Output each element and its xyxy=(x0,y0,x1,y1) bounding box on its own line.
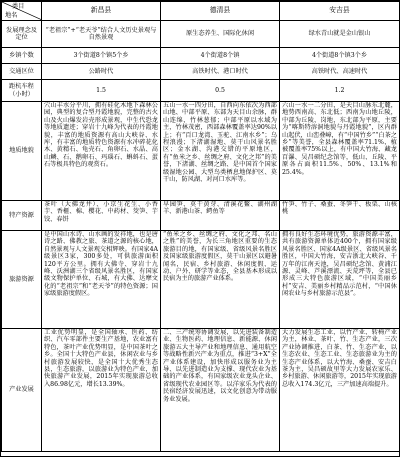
table-cell: “鱼米之乡、丝绸之府、文化之邦、名山之胜”的美誉，为长三角地区重要的生态旅游目的地，有国家级、省级风景名胜区及国家级旅游度假区，莫干山景区以避暑闻名，民宿、乡村旅游、休闲度假、运动、户外、研学等业态，全县基本形成以民宿为主的旅游产业体系。 xyxy=(161,231,280,329)
table-cell: 4个街道8个镇3个乡 xyxy=(280,48,400,64)
table-row xyxy=(2,329,400,452)
table-cell: 公路时代 xyxy=(42,64,161,80)
table-cell: 穴山丰水分平川，拥有硅化木地下森林公园，典型的复合型丹霞地貌，完整的古火山及火山爆发岩壳形成景观，中生代恐龙等地质遗迹；穿岩十九峰为代表的丹霞地貌，丰富的地质资源有高山大峡谷、水库，有丰富的地质特色资源有水冲碎花化木、黄精石、龟壳石、角卵石、水晶、高山鳞、石、鹅卵石、玛瑙石、蝌蚪石、蛋石等极具特色的观赏石。 xyxy=(42,102,161,201)
table-cell: 二、三产统筹协调发展，以先进装备制造业、生物医药、地理信息、新能源、休闲旅游五大主导产业和地理信息、通用航空等战略性新兴产业为重点，推进“3+X”全产业体系建设，加快形成以服务业为主导、以先进制造业为支撑、现代农业为基础的产业体系，有国家级农业龙头企业、省级现代农业园区等。以洋家乐为代表的民宿经济发展迅速，以文化创意为带动服务业发展。 xyxy=(161,329,280,452)
table-cell: 高铁时代、港口时代 xyxy=(161,64,280,80)
table-cell: 五山一水一四分田，自西向东依次为西部山地、中部平原、东部为天目山余脉，群山连绵，竹林葱郁；中部平原以水域为主，竹林茂密，西部森林覆盖率达90%以上；有“百口龙湾、玉驼、江南水乡”；乌程浪漫；下渚湖湿地、莫干山风景名胜区；金水湖、沟港交错的平原地区，有“鱼米之乡、丝绸之府、文化之邦”的美誉，下渚湖、丝绸之路、是中国首个国家级湿地公园、大型鸟类栖息地保护区、莫干山，防风湖、对河口水库等。 xyxy=(161,102,280,201)
table-row xyxy=(2,80,400,102)
row-label: 旅游资源 xyxy=(2,231,42,329)
column-header-deqing: 德清县 xyxy=(161,2,280,21)
table-row xyxy=(2,231,400,329)
table-cell: 早园笋、莫干黄芽、清溪花鳖、湖州湖羊、新港山茶、鳄鱼等 xyxy=(161,201,280,231)
table-cell: 1.5 xyxy=(42,80,161,102)
header-row xyxy=(2,2,400,21)
table-cell: 大力发展生态工业，以竹产业、转椅产业为主，林业、茶叶、竹、生态产业，三次产业协调推进，白茶、竹、生态产业，以生态农业、生态工业、生态旅游业为主的生态产业体系，以大竹海、桑蚕、安吉白茶为主，吴昌硕故里等大力发展农家乐、乡村旅游、休闲旅游等，2015年实现旅游总收入174.3亿元，三产加速高端提升。 xyxy=(280,329,400,452)
table-cell: “老祖宗”+“老天爷”结合人文历史景观与自然景观 xyxy=(42,21,161,48)
table-cell: 原生态养生、国际化休闲 xyxy=(161,21,280,48)
table-cell: 六山一水一二分田，是天目山脉东北麓，地势西南高、东北低；西南为山地丘陵，中部为丘陵、岗地，东北部为平原，主要为“喀斯特溶洞地貌与丹霞地貌”，区内群山起伏，山峦叠嶂，有“中国竹乡”“白茶之乡”等美誉，全县森林覆盖率71.1%，植被覆盖率75%以上，有中国大竹海、藏龙百瀑、吴昌硕纪念馆等，低山、丘陵、平原各占面积11.5%、50%、13.1%和25.4%。 xyxy=(280,102,400,201)
corner-header-cell xyxy=(2,2,42,21)
row-label: 产业发展 xyxy=(2,329,42,452)
column-header-anji: 安吉县 xyxy=(280,2,400,21)
row-label: 特产资源 xyxy=(2,201,42,231)
row-label: 交通区位 xyxy=(2,64,42,80)
table-cell: 高铁时代、高速时代 xyxy=(280,64,400,80)
county-comparison-table xyxy=(1,1,400,452)
table-cell: 绿水青山就是金山银山 xyxy=(280,21,400,48)
table-cell: 工业优势明显，是全国轴承、医药、纺织、汽车零部件主要生产基地，农业富有特色，茶叶产业优势明显，是中国茶叶之乡。全国十大特色产业县，休闲农业与乡村旅游发展较快，是全国十大优秀生态县，生态旅游，以旅游业为特色产业，加快旅游产业发展，2015年实现旅游总收入86.98亿元，增长13.39%。 xyxy=(42,329,161,452)
corner-label-category: 类目 xyxy=(12,3,25,10)
table-cell: 是中国山水诗、山水画的发祥地，也是唐诗之路、佛教之旅、茶道之源的核心地，自然景观与人文景观交相辉映。有国家4A级景区3家，300多处，可供旅游面积120平方公里。拥有大佛寺、穿岩十九峰、沃洲湖三个省级风景名胜区，有国家级文物保护单位、石城，有大佛、达摩文化的“老祖宗”和“老天爷”的特色资源；国家级旅游度假区。 xyxy=(42,231,161,329)
table-row xyxy=(2,64,400,80)
table-cell: 茶叶（大佛龙井）、小京生花生、小香芋、香榧、棉、樱花、中药材、茭笋、芋饺、春饼 xyxy=(42,201,161,231)
table-cell: 竹笋、竹子、桑蚕、冬笋干、板栗、山核桃 xyxy=(280,201,400,231)
row-label: 乡镇个数 xyxy=(2,48,42,64)
row-label: 距杭车程（小时） xyxy=(2,80,42,102)
table-cell: 拥有良好生态环境优势，旅游资源丰富，共有旅游资源单体近400个，拥有国家级风景名胜区、国家4A级景区、省级风景名胜区，中国大竹海，安吉浙北大峡谷、千万年的江南天池，吴昌硕纪念馆、黄浦江源、灵峰、芦溪漂流、天荒坪等，全县已形成三大特色旅游区域，“中国美丽乡村”安吉、美丽乡村精品示范村，“中国休闲农业与乡村旅游示范县”。 xyxy=(280,231,400,329)
row-label: 发展理念及定位 xyxy=(2,21,42,48)
table-row xyxy=(2,48,400,64)
table-cell: 0.5 xyxy=(161,80,280,102)
corner-label-place: 地名 xyxy=(5,12,18,19)
table-cell: 1.2 xyxy=(280,80,400,102)
table-cell: 3个街道8个镇5个乡 xyxy=(42,48,161,64)
row-label: 地质地貌 xyxy=(2,102,42,201)
table-row xyxy=(2,21,400,48)
table-row xyxy=(2,102,400,201)
table-row xyxy=(2,201,400,231)
column-header-xinchang: 新昌县 xyxy=(42,2,161,21)
table-cell: 4个街道8个镇 xyxy=(161,48,280,64)
